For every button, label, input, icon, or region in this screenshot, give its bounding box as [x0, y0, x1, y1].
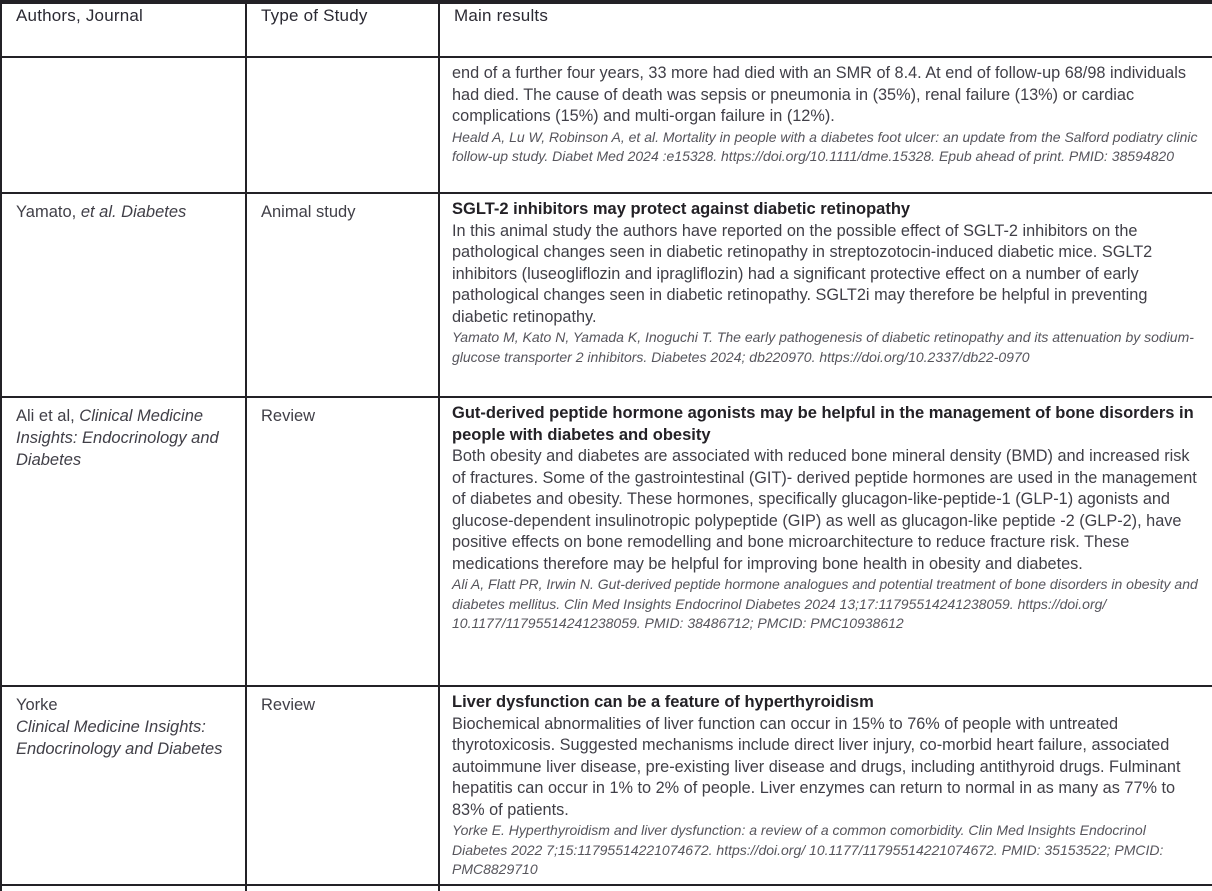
result-citation: Yamato M, Kato N, Yamada K, Inoguchi T. The early pathogenesis of diabetic retinopathy and its attenuation by sodium-glucose transporter 2 inhibitors. Diabetes 2024; db220970. https://doi.org/10.2337/db22-0970: [452, 329, 1194, 365]
result-body: Both obesity and diabetes are associated with reduced bone mineral density (BMD) and increased risk of fractures. Some of the gastrointestinal (GIT)- derived peptide hormones are used in the management of diabetes and obesity. These hormones, specifically glucagon-like-peptide-1 (GLP-1) agonists and glucose-dependent insulinotropic polypeptide (GIP) as well as glucagon-like peptide -2 (GLP-2), have positive effects on bone remodelling and bone microarchitecture to reduce fracture risk. These medications therefore may be helpful for improving bone health in obesity and diabetes.: [452, 447, 1197, 573]
result-body: Biochemical abnormalities of liver function can occur in 15% to 76% of people with untreated thyrotoxicosis. Suggested mechanisms include direct liver injury, co-morbid heart failure, associated autoimmune liver disease, pre-existing liver disease and drugs, including antithyroid drugs. Fulminant hepatitis can occur in 1% to 2% of people. Liver enzymes can return to normal in as many as 77% to 83% of patients.: [452, 714, 1181, 819]
study-type-cell: [246, 885, 439, 891]
result-heading: SGLT-2 inhibitors may protect against diabetic retinopathy: [452, 200, 911, 218]
column-header-authors-journal: Authors, Journal: [1, 2, 246, 57]
result-heading: Gut-derived peptide hormone agonists may be helpful in the management of bone disorders in people with diabetes and obesity: [452, 404, 1194, 444]
table-row: [1, 193, 1212, 397]
result-citation: Yorke E. Hyperthyroidism and liver dysfunction: a review of a common comorbidity. Clin Med Insights Endocrinol Diabetes 2022 7;15:11795514221074672. https://doi.org/ 10.1177/11795514221074672. PMID: 35153522; PMCID: PMC8829710: [452, 822, 1164, 877]
main-results-cell: [439, 686, 1212, 885]
result-citation: Heald A, Lu W, Robinson A, et al. Mortality in people with a diabetes foot ulcer: an update from the Salford podiatry clinic follow-up study. Diabet Med 2024 :e15328. https://doi.org/10.1111/dme.15328. Epub ahead of print. PMID: 38594820: [452, 128, 1198, 164]
journal-name: Clinical Medicine Insights: Endocrinology and Diabetes: [16, 407, 219, 469]
column-header-type-of-study: Type of Study: [246, 2, 439, 57]
study-type-cell: Review: [246, 686, 439, 885]
study-type-cell: Animal study: [246, 193, 439, 397]
result-body: end of a further four years, 33 more had died with an SMR of 8.4. At end of follow-up 68/98 individuals had died. The cause of death was sepsis or pneumonia in (35%), renal failure (13%) or cardiac complications (15%) and multi-organ failure in (12%).: [452, 64, 1186, 125]
result-heading: Liver dysfunction can be a feature of hyperthyroidism: [452, 693, 874, 711]
authors-journal-cell: [1, 686, 246, 885]
column-header-main-results: Main results: [439, 2, 1212, 57]
main-results-cell: [439, 885, 1212, 891]
table-row: [1, 686, 1212, 885]
main-results-cell: [439, 57, 1212, 193]
table-row: [1, 397, 1212, 686]
authors-journal-cell: [1, 57, 246, 193]
study-type-cell: [246, 57, 439, 193]
author-name: Ali et al,: [16, 407, 80, 425]
table-row: [1, 885, 1212, 891]
result-body: In this animal study the authors have reported on the possible effect of SGLT-2 inhibitors on the pathological changes seen in diabetic retinopathy in streptozotocin-induced diabetic mice. SGLT2 inhibitors (luseogliflozin and ipragliflozin) had a significant protective effect on a number of early pathological changes seen in diabetic retinopathy. SGLT2i may therefore be helpful in preventing diabetic retinopathy.: [452, 221, 1153, 326]
authors-journal-cell: [1, 397, 246, 686]
result-citation: Ali A, Flatt PR, Irwin N. Gut-derived peptide hormone analogues and potential treatment of bone disorders in obesity and diabetes mellitus. Clin Med Insights Endocrinol Diabetes 2024 13;17:11795514241238059. https://doi.org/ 10.1177/11795514241238059. PMID: 38486712; PMCID: PMC10938612: [452, 576, 1198, 631]
main-results-cell: [439, 397, 1212, 686]
authors-journal-cell: [1, 193, 246, 397]
author-name: Yamato,: [16, 203, 81, 221]
study-type-cell: Review: [246, 397, 439, 686]
table-row: [1, 57, 1212, 193]
author-name: Yorke: [16, 696, 58, 714]
journal-name: et al. Diabetes: [80, 203, 187, 221]
journal-name: Clinical Medicine Insights: Endocrinology and Diabetes: [16, 718, 223, 758]
main-results-cell: [439, 193, 1212, 397]
authors-journal-cell: [1, 885, 246, 891]
header-row: [1, 2, 1212, 57]
